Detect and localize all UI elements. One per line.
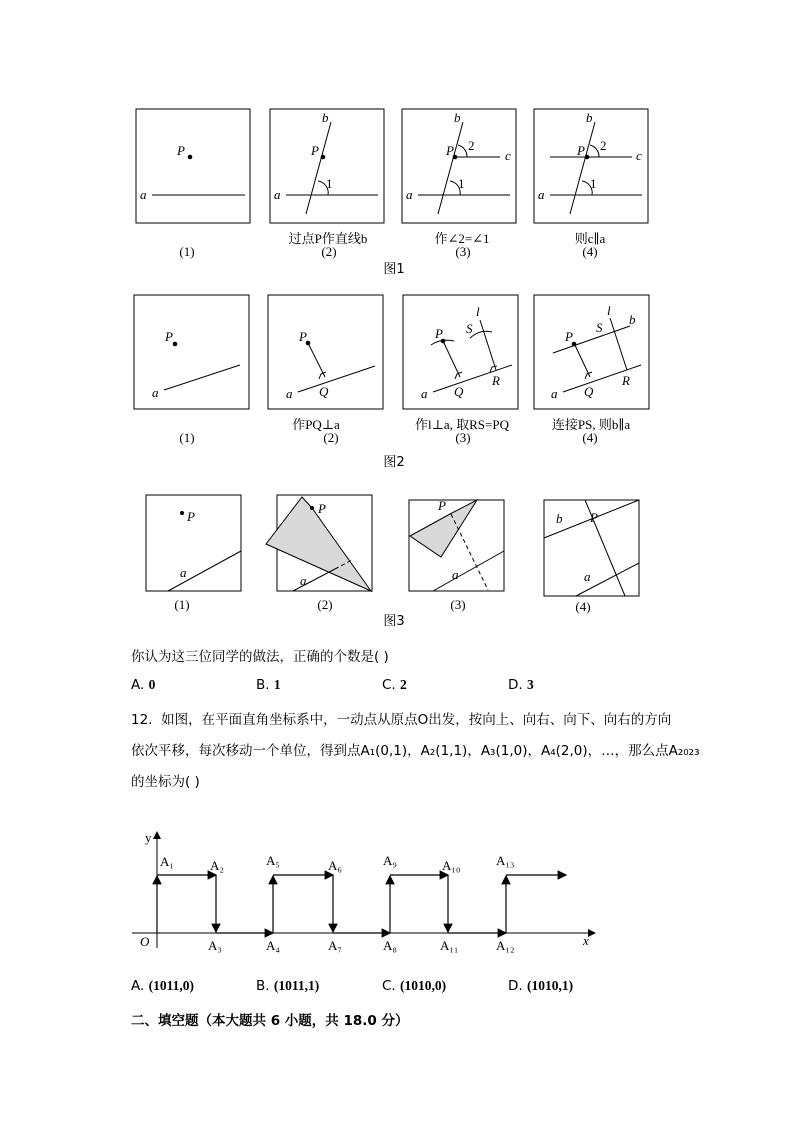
svg-text:b: b: [629, 312, 636, 327]
question-number: 12.: [131, 712, 153, 728]
svg-text:a: a: [584, 569, 591, 584]
label-A7: A₇: [328, 938, 342, 953]
svg-text:P: P: [590, 510, 598, 525]
svg-text:Q: Q: [584, 384, 594, 399]
fig1-caption-1: (1): [179, 244, 195, 259]
q12-option-d[interactable]: D. (1010,1): [508, 978, 574, 994]
fig2-panel-4: [534, 295, 649, 409]
question-12-line-2: 依次平移，每次移动一个单位，得到点A₁(0,1)，A₂(1,1)，A₃(1,0)，A₄(2,0)，…，那么点A₂₀₂₃: [131, 743, 700, 759]
svg-text:2: 2: [468, 138, 475, 153]
label-A12: A₁₂: [496, 938, 515, 953]
fig1-label: 图1: [383, 262, 405, 277]
svg-text:S: S: [596, 320, 603, 335]
svg-text:P: P: [299, 329, 307, 344]
svg-text:c: c: [505, 148, 511, 163]
x-axis-label: x: [583, 933, 589, 948]
origin-label: O: [140, 934, 150, 949]
label-A1: A₁: [160, 854, 174, 869]
figure-2-diagrams: [0, 290, 794, 420]
svg-text:P: P: [446, 143, 454, 158]
fig2-step-3: 作l⊥a, 取RS=PQ: [415, 417, 509, 432]
svg-text:a: a: [551, 386, 558, 401]
fig2-panel-1: [134, 295, 249, 409]
fig3-label: 图3: [383, 614, 405, 629]
fig1-caption-3: (3): [455, 244, 471, 259]
fig1-panel-4: [534, 109, 648, 223]
svg-text:P: P: [311, 143, 319, 158]
svg-text:a: a: [538, 187, 545, 202]
fig2-panel-2: [268, 295, 383, 409]
svg-text:P: P: [435, 326, 443, 341]
svg-text:Q: Q: [454, 384, 464, 399]
q12-option-b[interactable]: B. (1011,1): [256, 978, 320, 994]
label-A13: A₁₃: [496, 853, 515, 868]
svg-text:b: b: [556, 511, 563, 526]
svg-text:R: R: [622, 373, 630, 388]
svg-text:c: c: [636, 148, 642, 163]
svg-text:a: a: [452, 567, 459, 582]
fig3-panel-4: [544, 500, 639, 596]
svg-text:S: S: [466, 321, 473, 336]
fig3-caption-4: (4): [575, 599, 591, 614]
svg-text:1: 1: [458, 176, 465, 191]
svg-text:a: a: [180, 565, 187, 580]
svg-text:P: P: [165, 329, 173, 344]
fig3-caption-1: (1): [174, 597, 190, 612]
figure-1-diagrams: [0, 0, 794, 240]
svg-text:a: a: [286, 386, 293, 401]
svg-text:a: a: [300, 573, 307, 588]
label-A5: A₅: [266, 853, 280, 868]
fig1-caption-2: (2): [321, 244, 337, 259]
fig3-caption-3: (3): [450, 597, 466, 612]
svg-text:a: a: [421, 386, 428, 401]
y-axis-label: y: [145, 830, 152, 845]
svg-text:P: P: [187, 509, 195, 524]
svg-text:l: l: [476, 304, 480, 319]
question-11-text: 你认为这三位同学的做法，正确的个数是( ): [131, 649, 389, 665]
svg-text:l: l: [607, 303, 611, 318]
fig3-panel-2: [266, 495, 372, 591]
q11-option-b[interactable]: B. 1: [256, 677, 281, 693]
label-A9: A₉: [383, 853, 397, 868]
svg-text:Q: Q: [319, 384, 329, 399]
svg-text:b: b: [454, 110, 461, 125]
svg-text:a: a: [406, 187, 413, 202]
label-A8: A₈: [383, 938, 397, 953]
svg-text:P: P: [438, 498, 446, 513]
section-2-heading: 二、填空题（本大题共 6 小题，共 18.0 分）: [131, 1013, 409, 1029]
fig3-caption-2: (2): [317, 597, 333, 612]
svg-text:R: R: [492, 373, 500, 388]
path-segments: [157, 875, 566, 933]
fig1-step-4: 则c∥a: [574, 231, 606, 246]
label-A4: A₄: [266, 938, 280, 953]
fig2-step-4: 连接PS, 则b∥a: [551, 417, 631, 432]
question-12-line-3: 的坐标为( ): [131, 774, 200, 790]
fig2-label: 图2: [383, 455, 405, 470]
fig2-panel-3: [403, 295, 518, 409]
fig2-step-2: 作PQ⊥a: [292, 417, 340, 432]
label-A10: A₁₀: [442, 858, 461, 873]
svg-text:a: a: [152, 385, 159, 400]
svg-text:b: b: [322, 110, 329, 125]
fig1-caption-4: (4): [582, 244, 598, 259]
fig2-caption-2: (2): [323, 430, 339, 445]
fig1-step-2: 过点P作直线b: [288, 231, 368, 246]
svg-text:P: P: [318, 501, 326, 516]
fig1-panel-1: [136, 109, 250, 223]
svg-text:P: P: [565, 329, 573, 344]
svg-text:a: a: [140, 187, 147, 202]
figure-3-diagrams: [0, 490, 794, 600]
q11-option-d[interactable]: D. 3: [508, 677, 534, 693]
svg-text:P: P: [577, 143, 585, 158]
svg-text:P: P: [177, 143, 185, 158]
fig1-panel-2: [270, 109, 384, 223]
svg-text:b: b: [586, 110, 593, 125]
q12-option-c[interactable]: C. (1010,0): [382, 978, 447, 994]
svg-text:2: 2: [600, 138, 607, 153]
label-A11: A₁₁: [440, 938, 459, 953]
fig2-caption-1: (1): [179, 430, 195, 445]
fig1-panel-3: [402, 109, 516, 223]
q11-option-c[interactable]: C. 2: [382, 677, 407, 693]
fig2-caption-3: (3): [455, 430, 471, 445]
label-A2: A₂: [210, 858, 224, 873]
fig3-panel-1: [146, 495, 241, 591]
question-12-line-1: 12. 如图，在平面直角坐标系中，一动点从原点O出发，按向上、向右、向下、向右的方向: [131, 712, 672, 728]
svg-text:1: 1: [590, 176, 597, 191]
fig2-caption-4: (4): [582, 430, 598, 445]
svg-text:a: a: [274, 187, 281, 202]
coordinate-path-graph: [0, 820, 794, 960]
svg-text:1: 1: [326, 176, 333, 191]
fig1-step-3: 作∠2=∠1: [434, 231, 490, 246]
label-A3: A₃: [208, 938, 222, 953]
label-A6: A₆: [328, 858, 342, 873]
q12-option-a[interactable]: A. (1011,0): [131, 978, 194, 994]
fig3-panel-3: [409, 498, 504, 591]
q11-option-a[interactable]: A. 0: [131, 677, 156, 693]
